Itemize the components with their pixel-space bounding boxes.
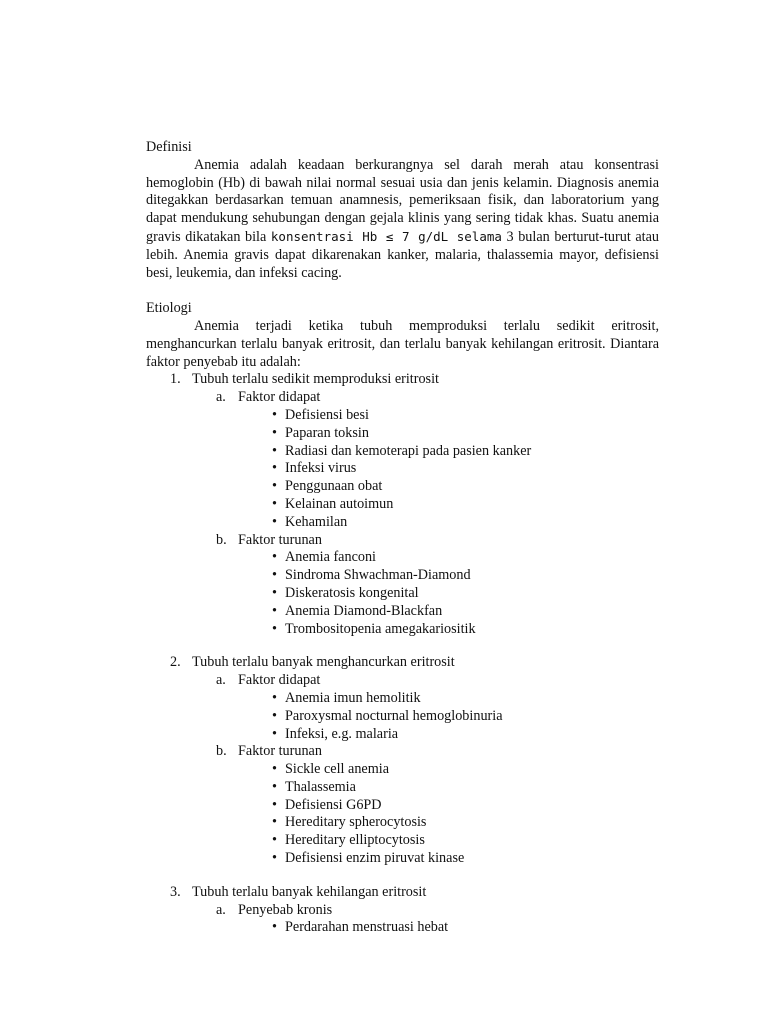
list-item-title: Tubuh terlalu sedikit memproduksi eritrosit (192, 371, 439, 388)
list-item-title: Tubuh terlalu banyak menghancurkan eritrosit (192, 654, 455, 671)
bullet-dot: • (272, 602, 277, 619)
bullet-dot: • (272, 919, 277, 936)
bullet-item: • Diskeratosis kongenital (272, 584, 419, 601)
definisi-text-2: 3 bulan berturut-turut atau lebih. Anemia gravis dapat dikarenakan kanker, malaria, thalassemia mayor, defisiensi besi, leukemia, dan infeksi cacing. (146, 228, 659, 281)
bullet-item: • Defisiensi G6PD (272, 796, 382, 813)
bullet-item: • Defisiensi enzim piruvat kinase (272, 850, 465, 867)
sub-item-3a: a. Penyebab kronis (216, 901, 333, 918)
definisi-text-mono: konsentrasi Hb ≤ 7 g/dL selama (270, 228, 502, 244)
sub-item-2b: b. Faktor turunan (216, 743, 322, 760)
bullet-dot: • (272, 814, 277, 831)
sub-item-2a: a. Faktor didapat (216, 672, 321, 689)
list-item-1: 1. Tubuh terlalu sedikit memproduksi eritrosit (170, 371, 439, 388)
bullet-dot: • (272, 495, 277, 512)
bullet-dot: • (272, 832, 277, 849)
sub-item-1b: b. Faktor turunan (216, 531, 322, 548)
bullet-item: • Sindroma Shwachman-Diamond (272, 567, 471, 584)
sub-item-1a: a. Faktor didapat (216, 389, 321, 406)
bullet-item: • Sickle cell anemia (272, 761, 389, 778)
bullet-dot: • (272, 442, 277, 459)
bullet-dot: • (272, 513, 277, 530)
bullet-item: • Defisiensi besi (272, 406, 369, 423)
list-item-title: Tubuh terlalu banyak kehilangan eritrosit (192, 883, 427, 900)
bullet-dot: • (272, 707, 277, 724)
definisi-text-1: Anemia adalah keadaan berkurangnya sel darah merah atau konsentrasi hemoglobin (Hb) di bawah nilai normal sesuai usia dan jenis kelamin. Diagnosis anemia ditegakkan berdasarkan temuan anamnesis, pemeriksaan fisik, dan laboratorium yang dapat mendukung sehubungan dengan gejala klinis yang sering tidak khas. Suatu anemia gravis dikatakan bila (146, 156, 659, 245)
bullet-dot: • (272, 460, 277, 477)
list-item-3: 3. Tubuh terlalu banyak kehilangan eritrosit (170, 883, 427, 900)
list-spacer (146, 638, 659, 654)
document-content (146, 139, 659, 937)
bullet-item: • Kelainan autoimun (272, 495, 394, 512)
bullet-item: • Thalassemia (272, 778, 356, 795)
bullet-dot: • (272, 584, 277, 601)
bullet-item: • Anemia fanconi (272, 549, 376, 566)
bullet-item: • Kehamilan (272, 513, 348, 530)
bullet-item: • Anemia Diamond-Blackfan (272, 602, 443, 619)
list-item-2: 2. Tubuh terlalu banyak menghancurkan eritrosit (170, 654, 455, 671)
bullet-item: • Infeksi, e.g. malaria (272, 725, 399, 742)
bullet-dot: • (272, 567, 277, 584)
bullet-item: • Anemia imun hemolitik (272, 689, 421, 706)
list-spacer (146, 868, 659, 884)
bullet-item: • Penggunaan obat (272, 478, 383, 495)
bullet-item: • Perdarahan menstruasi hebat (272, 919, 449, 936)
bullet-item: • Paparan toksin (272, 424, 369, 441)
section-spacer (146, 282, 659, 300)
bullet-item: • Hereditary elliptocytosis (272, 832, 425, 849)
bullet-dot: • (272, 620, 277, 637)
bullet-item: • Radiasi dan kemoterapi pada pasien kanker (272, 442, 532, 459)
bullet-dot: • (272, 478, 277, 495)
bullet-item: • Hereditary spherocytosis (272, 814, 427, 831)
bullet-dot: • (272, 424, 277, 441)
bullet-dot: • (272, 406, 277, 423)
bullet-dot: • (272, 725, 277, 742)
bullet-dot: • (272, 549, 277, 566)
bullet-dot: • (272, 850, 277, 867)
bullet-item: • Paroxysmal nocturnal hemoglobinuria (272, 707, 503, 724)
bullet-dot: • (272, 796, 277, 813)
etiologi-paragraph: Anemia terjadi ketika tubuh memproduksi terlalu sedikit eritrosit, menghancurkan terlalu banyak eritrosit, dan terlalu banyak kehilangan eritrosit. Diantara faktor penyebab itu adalah: (146, 317, 659, 370)
section-heading-definisi: Definisi (146, 139, 192, 155)
definisi-paragraph (146, 157, 659, 283)
bullet-dot: • (272, 761, 277, 778)
bullet-dot: • (272, 778, 277, 795)
bullet-item: • Trombositopenia amegakariositik (272, 620, 476, 637)
bullet-dot: • (272, 689, 277, 706)
bullet-item: • Infeksi virus (272, 460, 357, 477)
section-heading-etiologi: Etiologi (146, 300, 192, 317)
